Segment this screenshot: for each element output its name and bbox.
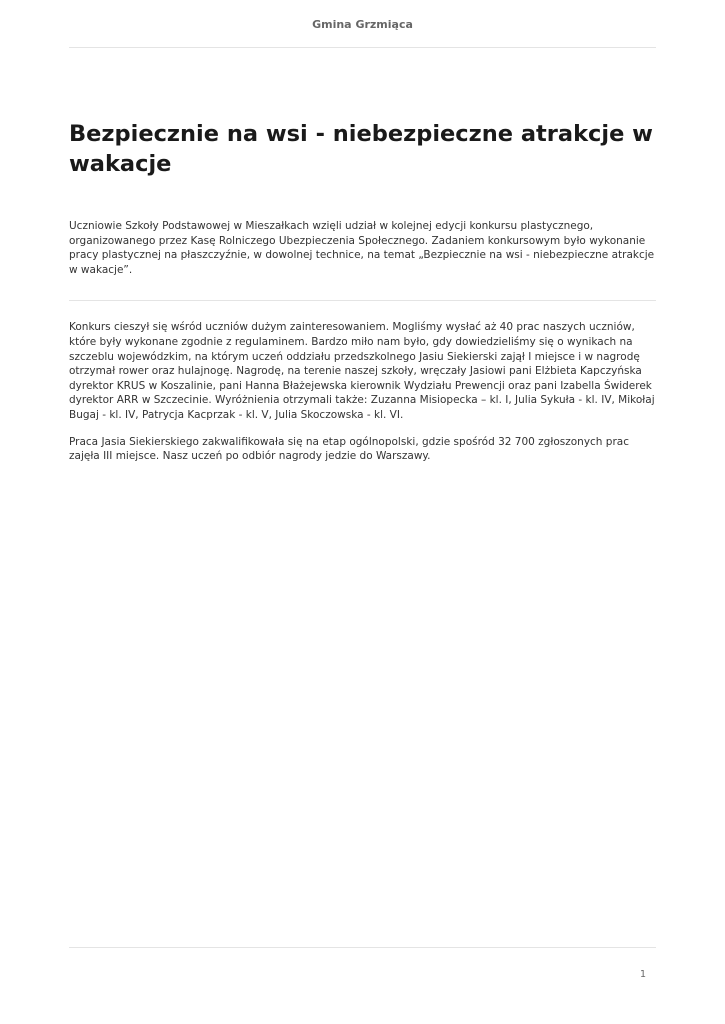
- article: [69, 119, 656, 476]
- article-lead: Uczniowie Szkoły Podstawowej w Mieszałkach wzięli udział w kolejnej edycji konkursu plastycznego, organizowanego przez Kasę Rolniczego Ubezpieczenia Społecznego. Zadaniem konkursowym było wykonanie pracy plastycznej na płaszczyźnie, w dowolnej technice, na temat „Bezpiecznie na wsi - niebezpieczne atrakcje w wakacje”.: [69, 220, 655, 276]
- article-body: [69, 320, 656, 463]
- page-header: [69, 0, 656, 48]
- article-paragraph: Konkurs cieszył się wśród uczniów dużym zainteresowaniem. Mogliśmy wysłać aż 40 prac naszych uczniów, które były wykonane zgodnie z regulaminem. Bardzo miło nam było, gdy dowiedzieliśmy się o wynikach na szczeblu wojewódzkim, na którym uczeń oddziału przedszkolnego Jasiu Siekierski zajął I miejsce i w nagrodę otrzymał rower oraz hulajnogę. Nagrodę, na terenie naszej szkoły, wręczały Jasiowi pani Elżbieta Kapczyńska dyrektor KRUS w Koszalinie, pani Hanna Błażejewska kierownik Wydziału Prewencji oraz pani Izabella Świderek dyrektor ARR w Szczecinie. Wyróżnienia otrzymali także: Zuzanna Misiopecka – kl. I, Julia Sykuła - kl. IV, Mikołaj Bugaj - kl. IV, Patrycja Kacprzak - kl. V, Julia Skoczowska - kl. VI.: [69, 321, 655, 421]
- page-number: 1: [639, 969, 646, 980]
- divider: [69, 300, 656, 301]
- article-paragraph: Praca Jasia Siekierskiego zakwalifikowała się na etap ogólnopolski, gdzie spośród 32 700 zgłoszonych prac zajęła III miejsce. Nasz uczeń po odbiór nagrody jedzie do Warszawy.: [69, 435, 629, 463]
- article-title: Bezpiecznie na wsi - niebezpieczne atrakcje w wakacje: [69, 121, 653, 177]
- site-name: Gmina Grzmiąca: [312, 18, 413, 31]
- page-footer: [69, 947, 656, 980]
